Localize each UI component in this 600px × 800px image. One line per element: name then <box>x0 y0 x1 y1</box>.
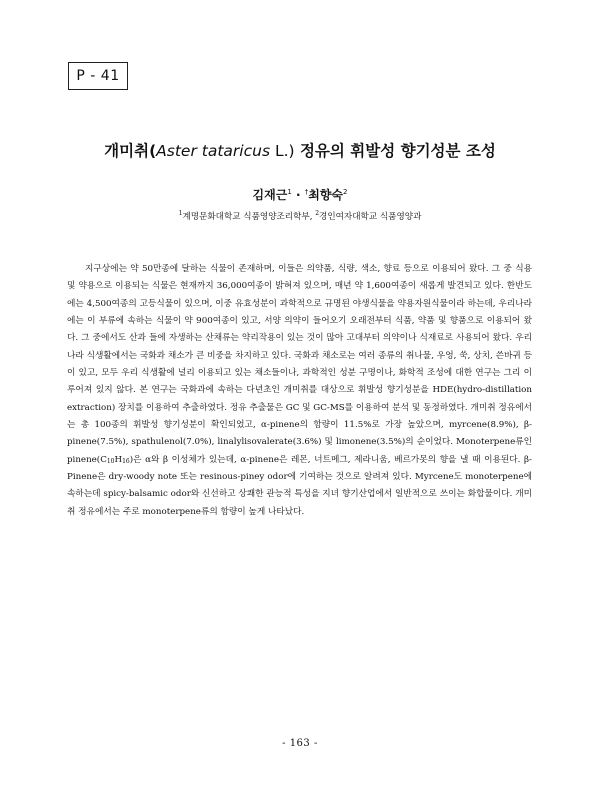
formula-subscript-h: 16 <box>122 457 130 465</box>
author-line <box>0 186 600 203</box>
poster-number-badge: P - 41 <box>68 62 128 90</box>
title-latin-name: Aster tataricus <box>156 142 271 160</box>
affiliation-line <box>0 210 600 222</box>
affiliation-2: 경인여자대학교 식품영양과 <box>319 212 422 222</box>
affiliation-2-sup: 2 <box>315 210 320 218</box>
corresponding-dagger: † <box>304 188 309 196</box>
title-latin-suffix: L.) <box>270 142 295 160</box>
body-part-5: )은 α와 β 이성체가 있는데, α-pinene은 레몬, 너트메그, 제라니움, 베르가못의 향을 낼 때 이용된다. β-Pinene은 dry-woody note 또는 resinous-piney odor에 기여하는 것으로 알려져 있다. Myrcene도 monoterpene에 속하는데 spicy-balsamic odor와 신선하고 상쾌한 관능적 특성을 지녀 향기산업에서 일반적으로 쓰이는 화합물이다. 개미취 정유에서는 주로 monoterpene류의 함량이 높게 나타났다. <box>67 454 532 517</box>
page-number: - 163 - <box>282 738 318 749</box>
body-part-3: β-pinene(7.5%), spathulenol(7.0%), linalylisovalerate(3.6%) 및 limonene(3.5%)의 순이었다. Monoterpene류인 pinene(C <box>67 420 532 465</box>
body-part-1: 지구상에는 약 50만종에 달하는 식물이 존재하며, 이들은 의약품, 식량, 색소, 향료 등으로 이용되어 왔다. 그 중 식용 및 약용으로 이용되는 식물은 현재까지 36,000여종이 밝혀져 있으며, 매년 약 1,600여종이 새롭게 발견되고 있다. 한반도에는 4,500여종의 고등식물이 있으며, 이중 유효성분이 과학적으로 규명된 야생식물을 약용자원식물이라 하는데, 우리나라에는 이 부류에 속하는 식물이 약 900여종이 있고, 서양 의약이 들어오기 오래전부터 식품, 약품 및 향품으로 이용되어 왔다. 그 중에서도 산과 들에 자생하는 산채류는 약리작용이 있는 것이 많아 고대부터 의약이나 식재료로 사용되어 왔다. 우리나라 식생활에서는 국화과 채소가 큰 비중을 차지하고 있다. 국화과 채소로는 여러 종류의 취나물, 우엉, 쑥, 상치, 쓴바귀 등이 있고, 모두 우리 식생활에 널리 이용되고 있는 채소들이나, 과학적인 성분 구명이나, 화학적 조성에 대한 연구는 그리 이루어져 있지 않다. 본 연구는 국화과에 속하는 다년초인 개미취를 대상으로 휘발성 향기성분을 HDE(hydro-distillation extraction) 장치를 이용하여 추출하였다. 정유 추출물은 GC 및 GC-MS를 이용하여 분석 및 동정하였다. 개미취 정유에서는 총 100종의 휘발성 향기성분이 확인되었고, <box>67 264 532 431</box>
paper-title <box>0 139 600 161</box>
author-1-sup: 1 <box>287 188 292 196</box>
body-part-4: H <box>114 454 123 465</box>
author-separator: · <box>291 188 305 202</box>
author-2-sup: 2 <box>342 188 348 196</box>
author-2: 최향숙 <box>308 188 343 202</box>
affiliation-1-sup: 1 <box>178 210 183 218</box>
body-part-2: α-pinene의 함량이 11.5%로 가장 높았으며, myrcene(8.9%), <box>261 420 525 431</box>
affiliation-1: 계명문화대학교 식품영양조리학부, <box>182 212 316 222</box>
title-prefix: 개미취( <box>104 142 157 160</box>
formula-subscript-c: 10 <box>106 457 115 465</box>
author-1: 김재근 <box>252 188 288 202</box>
title-rest: 정유의 휘발성 향기성분 조성 <box>294 142 496 160</box>
abstract-body <box>67 261 532 521</box>
